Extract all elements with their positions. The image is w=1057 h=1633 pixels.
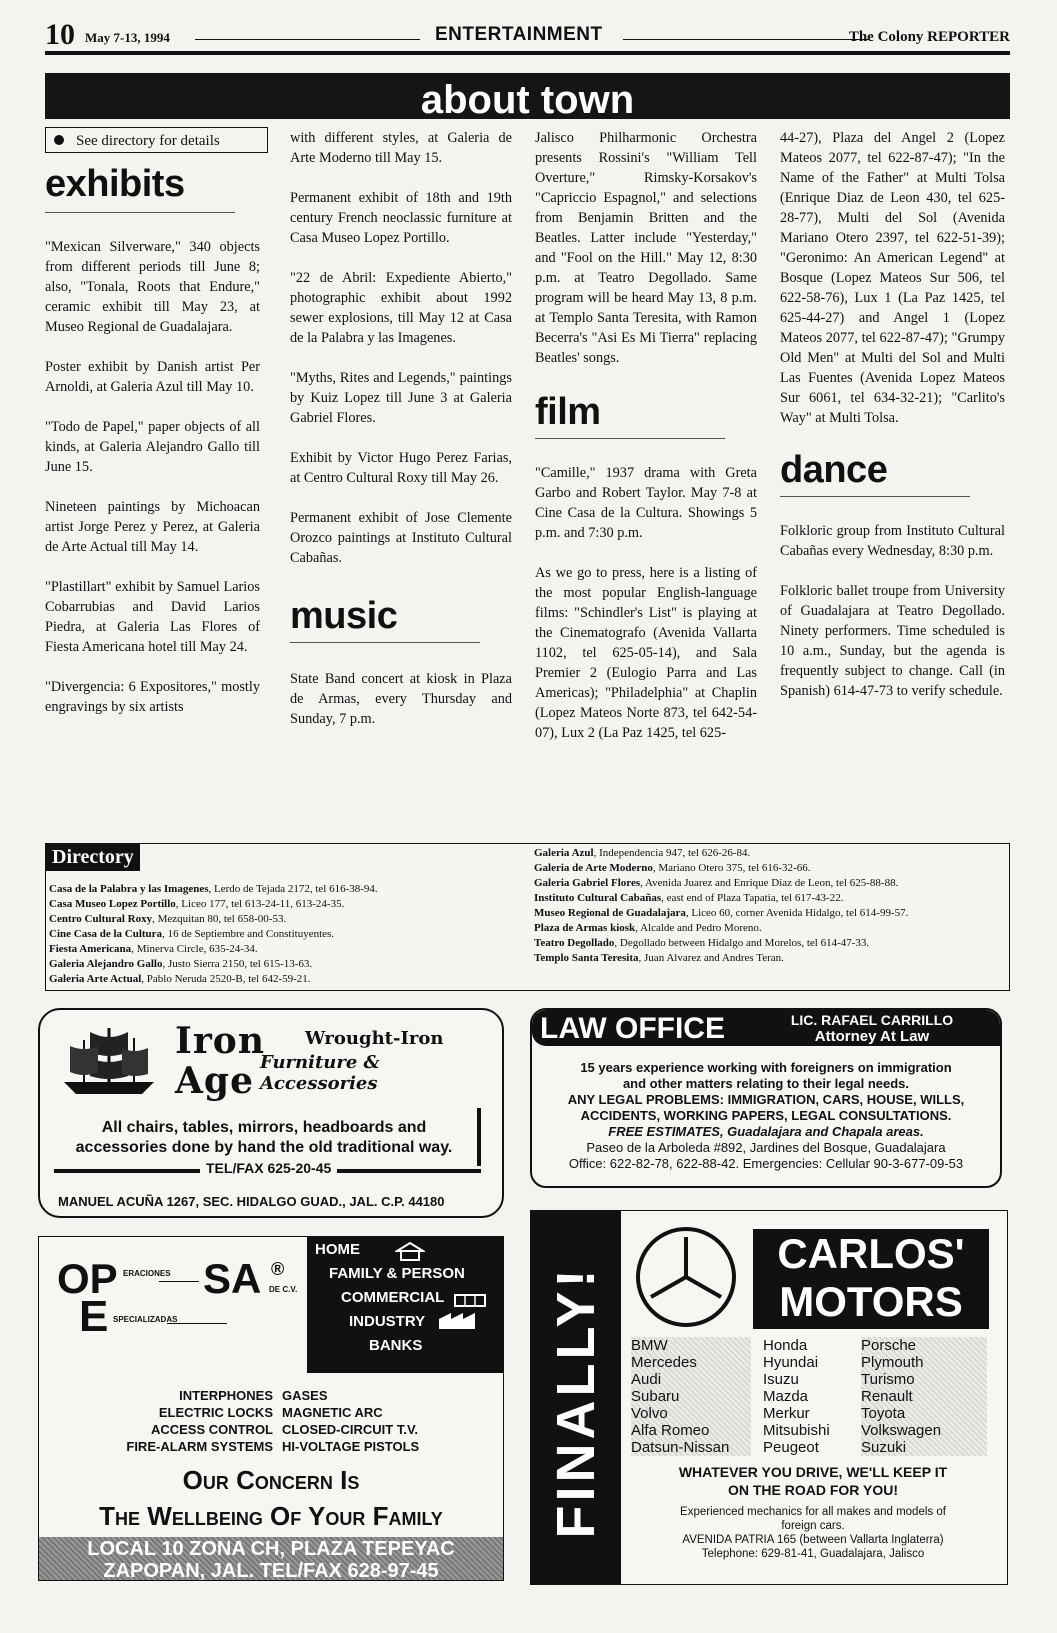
section-title: ENTERTAINMENT [435,24,603,45]
issue-date: May 7-13, 1994 [85,30,170,45]
list-item: "22 de Abril: Expediente Abierto," photographic exhibit about 1992 sewer explosions, till May 12 at Casa de la Palabra y las Imagenes. [290,270,512,346]
music-list [290,669,512,729]
carlos-title-1: CARLOS' [777,1230,965,1277]
directory-right-list [534,846,1004,966]
opesa-ad [38,1236,504,1581]
sector-home: HOME [315,1241,360,1258]
film-heading: film [535,391,601,433]
opesa-logo-registered: ® [271,1259,285,1279]
law-office-ad [530,1008,1002,1188]
law-office-role: Attorney At Law [814,1028,930,1045]
mercedes-star-icon [636,1227,736,1327]
sector-family: FAMILY & PERSON [329,1265,465,1282]
list-item: 44-27), Plaza del Angel 2 (Lopez Mateos 2077, tel 622-87-47); "In the Name of the Father" at Multi Tolsa (Enrique Diaz de Leon 430, tel 625-28-77), Multi del Sol (Avenida Mariano Otero 2397, tel 622-51-39); "Geronimo: An American Legend" at Bosque (Lopez Mateos Sur 506, tel 622-58-76), Lux 1 (La Paz 1425, tel 625-44-27) and Angel 1 (Lopez Mateos 2077, tel 622-87-47); "Grumpy Old Men" at Multi del Sol and Multi Las Fuentes (Avenida Lopez Mateos Sur 6061, tel 634-32-21); "Carlito's Way" at Multi Tolsa. [780,130,1005,426]
opesa-logo-rule [159,1281,199,1282]
exhibits-heading: exhibits [45,163,185,205]
opesa-logo-op: OP [57,1255,118,1302]
list-item: Exhibit by Victor Hugo Perez Farias, at Centro Cultural Roxy till May 26. [290,450,512,486]
carlos-title-panel [753,1229,989,1329]
column-1 [45,162,260,737]
opesa-sectors-panel [307,1237,503,1373]
law-office-title: LAW OFFICE [540,1012,725,1045]
carlos-details: Experienced mechanics for all makes and models of foreign cars. AVENIDA PATRIA 165 (between Vallarta Inglaterra) Telephone: 629-81-41, Guadalajara, Jalisco [680,1506,946,1560]
music-heading: music [290,595,398,637]
list-item: "Divergencia: 6 Expositores," mostly engravings by six artists [45,679,260,715]
page-number: 10 [45,18,75,51]
list-item: Folkloric ballet troupe from University of Guadalajara at Teatro Degollado. Ninety performers. Time scheduled is 10 a.m., Sunday, but the agenda is frequently subject to change. Call (in Spanish) 614-47-73 to verify schedule. [780,583,1005,699]
iron-age-address: MANUEL ACUÑA 1267, SEC. HIDALGO GUAD., JAL. C.P. 44180 [58,1194,445,1209]
directory-entry: Centro Cultural Roxy, Mezquitan 80, tel 658-00-53. [49,913,287,925]
directory-entry: Templo Santa Teresita, Juan Alvarez and Andres Teran. [534,952,784,964]
sector-commercial: COMMERCIAL [341,1289,445,1306]
iron-age-ad [38,1008,504,1218]
header-rule-right [623,39,868,40]
paper-name: The Colony REPORTER [848,29,1010,45]
star-icon [640,1231,732,1323]
list-item: "Myths, Rites and Legends," paintings by Kuiz Lopez till June 3 at Galeria Gabriel Flores. [290,370,512,426]
opesa-slogan-1: Our Concern Is [182,1465,360,1495]
directory-entry: Fiesta Americana, Minerva Circle, 635-24-34. [49,943,258,955]
list-item: Poster exhibit by Danish artist Per Arnoldi, at Galeria Azul till May 10. [45,359,260,395]
list-item: Jalisco Philharmonic Orchestra presents Rossini's "William Tell Overture," Rimsky-Korsakov's "Capriccio Espagnol," and selections from Benjamin Britten and the Beatles. Latter include "Yesterday," and "Fool on the Hill." May 12, 8:30 p.m. at Teatro Degollado. Same program will be heard May 13, 8 p.m. at Templo Santa Teresita, with Ramon Becerra's "Asi Es Mi Tierra" replacing Beatles' songs. [535,130,757,366]
opesa-services-left: INTERPHONES ELECTRIC LOCKS ACCESS CONTROL FIRE-ALARM SYSTEMS [126,1388,273,1454]
iron-age-tagline-1: Wrought-Iron [305,1028,444,1049]
directory-entry: Galeria Azul, Independencia 947, tel 626-26-84. [534,847,751,859]
directory-entry: Cine Casa de la Cultura, 16 de Septiembre and Constituyentes. [49,928,335,940]
carlos-motors-ad [530,1210,1008,1585]
opesa-logo-eraciones: ERACIONES [123,1269,171,1278]
directory-entry: Instituto Cultural Cabañas, east end of Plaza Tapatia, tel 617-43-22. [534,892,844,904]
column-3 [535,128,757,763]
exhibits-list [45,237,260,717]
opesa-logo-e: E [79,1292,109,1341]
column-4 [780,128,1005,721]
column-2 [290,128,512,749]
sector-industry: INDUSTRY [349,1313,426,1330]
iron-age-name-2: Age [175,1060,255,1102]
opesa-services-right: GASES MAGNETIC ARC CLOSED-CIRCUIT T.V. HI-VOLTAGE PISTOLS [282,1388,420,1454]
bullet-icon [54,135,64,145]
list-item: As we go to press, here is a listing of the most popular English-language films: "Schindler's List" is playing at the Cinematografo (Avenida Vallarta 1102, tel 625-05-14), and Sala Premier 2 (Eulogio Parra and Las Americas); "Philadelphia" at Chaplin (Lopez Mateos Norte 873, tel 642-54-07), Lux 2 (La Paz 1425, tel 625- [535,565,757,741]
header-rule-left [195,39,420,40]
list-item: State Band concert at kiosk in Plaza de Armas, every Thursday and Sunday, 7 p.m. [290,671,512,727]
directory-entry: Casa de la Palabra y las Imagenes, Lerdo de Tejada 2172, tel 616-38-94. [49,883,378,895]
list-item: "Mexican Silverware," 340 objects from different periods till June 8; also, "Tonala, Roots that Endure," ceramic exhibit till May 23, at Museo Regional de Guadalajara. [45,239,260,335]
directory-entry: Galeria Gabriel Flores, Avenida Juarez and Enrique Diaz de Leon, tel 625-88-88. [534,877,899,889]
directory-entry: Teatro Degollado, Degollado between Hidalgo and Morelos, tel 614-47-33. [534,937,870,949]
list-item: "Camille," 1937 drama with Greta Garbo and Robert Taylor. May 7-8 at Cine Casa de la Cultura. Showings 5 p.m. and 7:30 p.m. [535,465,757,541]
directory-entry: Museo Regional de Guadalajara, Liceo 60, corner Avenida Hidalgo, tel 614-99-57. [534,907,909,919]
iron-age-name-1: Iron [175,1020,265,1062]
dance-heading-rule [780,496,970,497]
header-rule [45,51,1010,55]
see-directory-text: See directory for details [76,133,220,149]
col4-list [780,128,1005,428]
directory-entry: Galeria de Arte Moderno, Mariano Otero 375, tel 616-32-66. [534,862,811,874]
house-icon [395,1241,425,1261]
finally-panel [531,1211,621,1584]
iron-age-corner-rule [477,1108,481,1166]
list-item: "Plastillart" exhibit by Samuel Larios Cobarrubias and David Larios Piedra, at Galeria Las Flores of Fiesta Americana hotel till May 24. [45,579,260,655]
opesa-logo-sa: SA [203,1255,262,1302]
film-list [535,463,757,743]
list-item: Permanent exhibit of Jose Clemente Orozco paintings at Instituto Cultural Cabañas. [290,510,512,566]
directory-title: Directory [46,844,140,871]
page-header [45,18,1010,52]
law-office-body: 15 years experience working with foreigners on immigration and other matters relating to their legal needs. ANY LEGAL PROBLEMS: IMMIGRATION, CARS, HOUSE, WILLS, ACCIDENTS, WORKING PAPERS, LEGAL CONSULTATIONS. FREE ESTIMATES, Guadalajara and Chapala areas. Paseo de la Arboleda #892, Jardines del Bosque, Guadalajara Office: 622-82-78, 622-88-42. Emergencies: Cellular 90-3-677-09-53 [567,1060,965,1171]
building-icon [453,1291,487,1307]
list-item: Nineteen paintings by Michoacan artist Jorge Perez y Perez, at Galeria de Arte Actual till May 14. [45,499,260,555]
makes-column-2: Honda Hyundai Isuzu Mazda Merkur Mitsubishi Peugeot [763,1337,830,1456]
makes-column-3: Porsche Plymouth Turismo Renault Toyota Volkswagen Suzuki [861,1337,987,1456]
list-item: Permanent exhibit of 18th and 19th century French neoclassic furniture at Casa Museo Lopez Portillo. [290,190,512,246]
carlos-slogan: WHATEVER YOU DRIVE, WE'LL KEEP IT ON THE ROAD FOR YOU! [678,1464,948,1498]
opesa-logo-rule-2 [167,1323,227,1324]
ship-icon [54,1020,164,1100]
law-office-lawyer: LIC. RAFAEL CARRILLO [790,1012,954,1028]
directory-entry: Casa Museo Lopez Portillo, Liceo 177, tel 613-24-11, 613-24-35. [49,898,345,910]
opesa-address-2: ZAPOPAN, JAL. TEL/FAX 628-97-45 [103,1560,439,1581]
directory-box [45,843,1010,991]
opesa-address-1: LOCAL 10 ZONA CH, PLAZA TEPEYAC [87,1538,455,1560]
exhibits-heading-rule [45,212,235,213]
iron-age-body: All chairs, tables, mirrors, headboards and accessories done by hand the old traditional way. [75,1119,453,1156]
list-item: with different styles, at Galeria de Arte Moderno till May 15. [290,130,512,166]
film-heading-rule [535,438,725,439]
directory-entry: Plaza de Armas kiosk, Alcalde and Pedro Moreno. [534,922,762,934]
dance-list [780,521,1005,701]
opesa-logo-cv: DE C.V. [269,1285,298,1294]
list-item: Folkloric group from Instituto Cultural Cabañas every Wednesday, 8:30 p.m. [780,523,1005,559]
list-item: "Todo de Papel," paper objects of all kinds, at Galeria Alejandro Gallo till June 15. [45,419,260,475]
iron-age-tel: TEL/FAX 625-20-45 [200,1160,337,1176]
factory-icon [437,1309,477,1331]
directory-entry: Galeria Arte Actual, Pablo Neruda 2520-B, tel 642-59-21. [49,973,311,985]
directory-left-list [49,882,519,987]
finally-text: FINALLY! [546,1265,606,1539]
opesa-address-panel [39,1537,503,1581]
col3-list [535,128,757,368]
opesa-slogan-2: The Wellbeing Of Your Family [99,1501,443,1531]
music-heading-rule [290,642,480,643]
opesa-logo-especializadas: SPECIALIZADAS [113,1315,178,1324]
carlos-title-2: MOTORS [779,1278,963,1325]
makes-column-1: BMW Mercedes Audi Subaru Volvo Alfa Romeo Datsun-Nissan [631,1337,751,1456]
dance-heading: dance [780,449,888,491]
about-town-banner: about town [45,73,1010,119]
col2-list [290,128,512,568]
sector-banks: BANKS [369,1337,423,1354]
see-directory-box [45,127,268,153]
directory-entry: Galeria Alejandro Gallo, Justo Sierra 2150, tel 615-13-63. [49,958,313,970]
iron-age-tagline-2: Furniture & Accessories [260,1052,380,1094]
